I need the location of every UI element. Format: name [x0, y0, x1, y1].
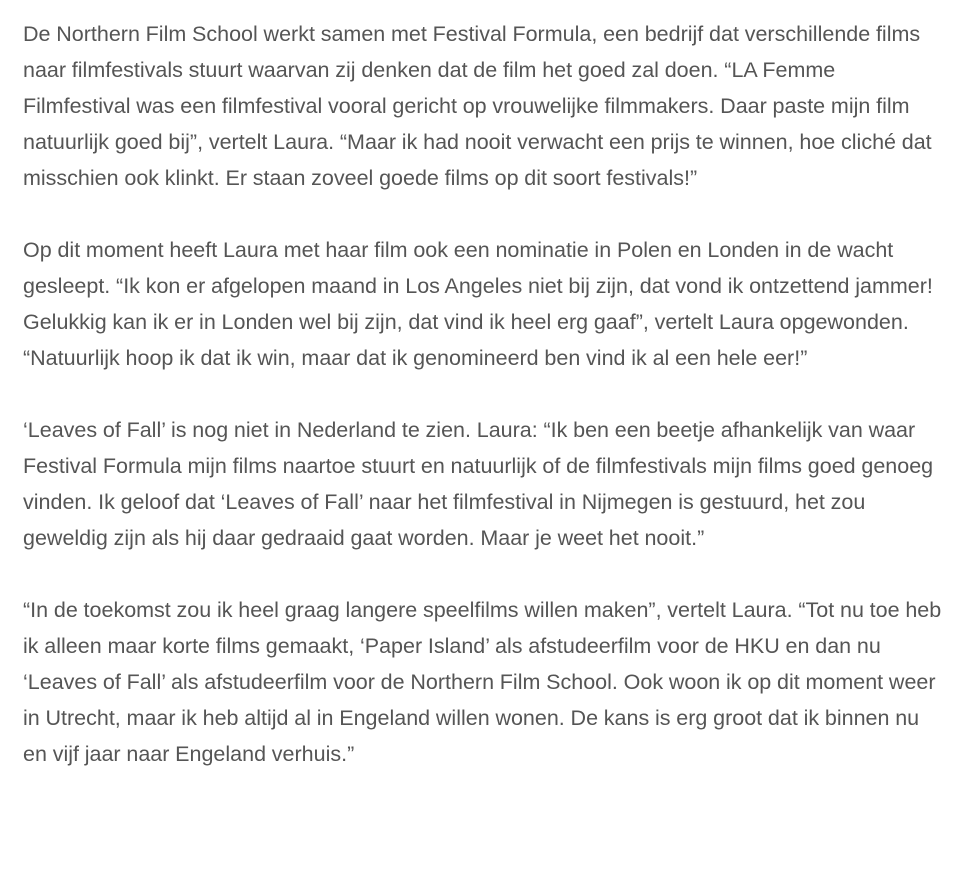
paragraph: De Northern Film School werkt samen met Festival Formula, een bedrijf dat verschillende films naar filmfestivals stuurt waarvan zij denken dat de film het goed zal doen. “LA Femme Filmfestival was een filmfestival vooral gericht op vrouwelijke filmmakers. Daar paste mijn film natuurlijk goed bij”, vertelt Laura. “Maar ik had nooit verwacht een prijs te winnen, hoe cliché dat misschien ook klinkt. Er staan zoveel goede films op dit soort festivals!” [23, 22, 932, 190]
paragraph: “In de toekomst zou ik heel graag langere speelfilms willen maken”, vertelt Laura. “Tot nu toe heb ik alleen maar korte films gemaakt, ‘Paper Island’ als afstudeerfilm voor de HKU en dan nu ‘Leaves of Fall’ als afstudeerfilm voor de Northern Film School. Ook woon ik op dit moment weer in Utrecht, maar ik heb altijd al in Engeland willen wonen. De kans is erg groot dat ik binnen nu en vijf jaar naar Engeland verhuis.” [23, 598, 942, 766]
paragraph: ‘Leaves of Fall’ is nog niet in Nederland te zien. Laura: “Ik ben een beetje afhankelijk van waar Festival Formula mijn films naartoe stuurt en natuurlijk of de filmfestivals mijn films goed genoeg vinden. Ik geloof dat ‘Leaves of Fall’ naar het filmfestival in Nijmegen is gestuurd, het zou geweldig zijn als hij daar gedraaid gaat worden. Maar je weet het nooit.” [23, 418, 934, 550]
paragraph: Op dit moment heeft Laura met haar film ook een nominatie in Polen en Londen in de wacht gesleept. “Ik kon er afgelopen maand in Los Angeles niet bij zijn, dat vond ik ontzettend jammer! Gelukkig kan ik er in Londen wel bij zijn, dat vind ik heel erg gaaf”, vertelt Laura opgewonden. “Natuurlijk hoop ik dat ik win, maar dat ik genomineerd ben vind ik al een hele eer!” [23, 238, 933, 370]
